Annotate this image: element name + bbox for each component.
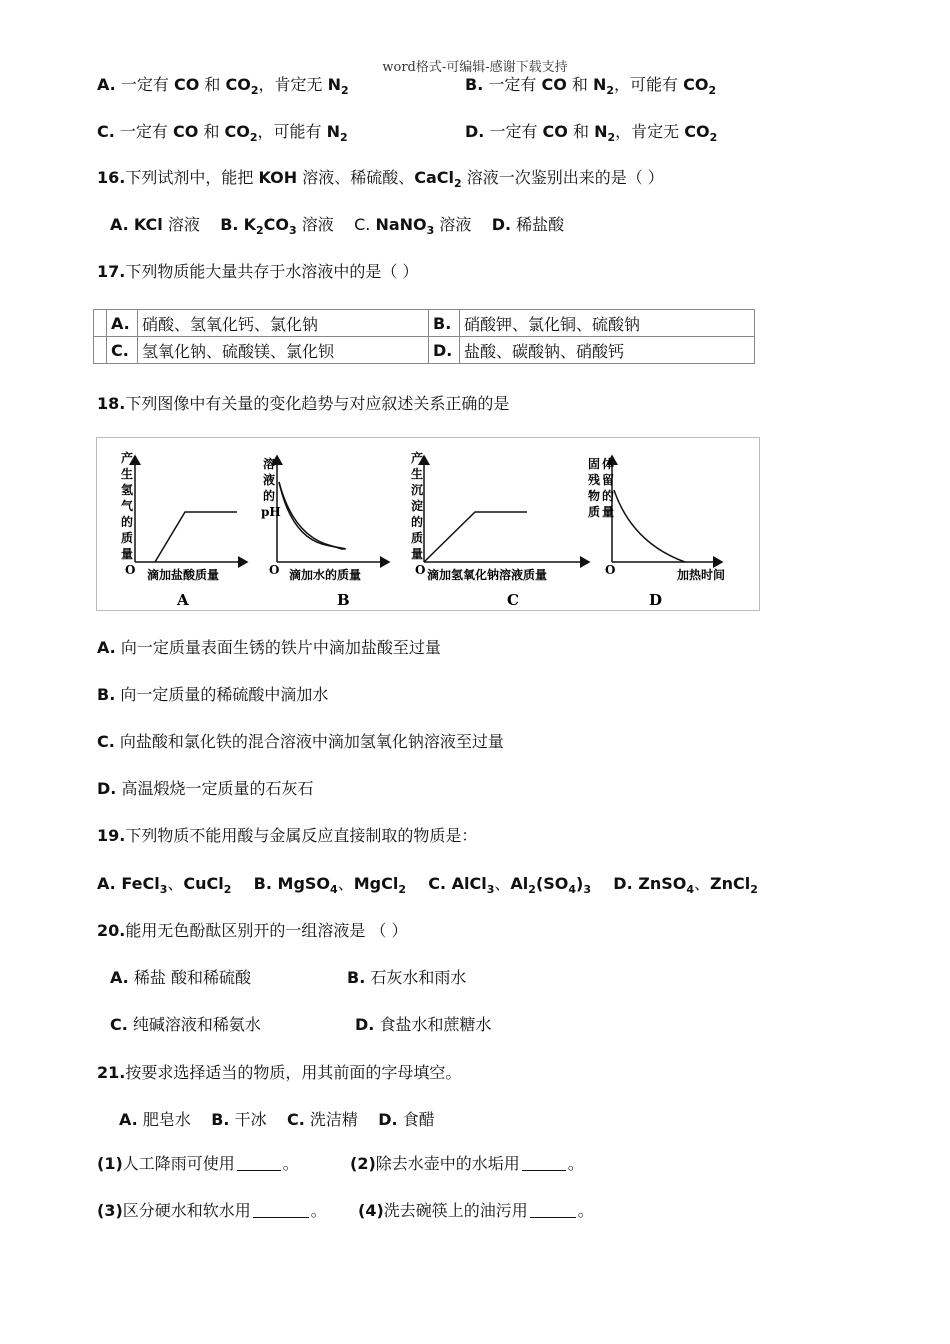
graph-b: [277, 456, 389, 562]
q18-option-b: B. 向一定质量的稀硫酸中滴加水: [97, 685, 329, 704]
graph-c-curve: [424, 512, 527, 562]
q20-option-c: C. 纯碱溶液和稀氨水: [110, 1015, 261, 1034]
q15-option-a: A. 一定有 CO 和 $CO_2$，肯定无 $N_2$: [97, 75, 349, 97]
graph-c-ylabel-char: 的: [411, 515, 424, 529]
graph-c-ylabel-char: 生: [411, 467, 424, 481]
q19-stem: 19.下列物质不能用酸与金属反应直接制取的物质是：: [97, 826, 478, 845]
graph-c-xlabel: 滴加氢氧化钠溶液质量: [427, 568, 548, 582]
graph-d-ylabel-char: 固: [588, 457, 601, 471]
q21-part-4: (4)洗去碗筷上的油污用 。: [358, 1201, 594, 1220]
graph-a-ylabel-char: 气: [121, 499, 134, 513]
graph-a-ylabel-char: 生: [121, 467, 134, 481]
table-row: A. 硝酸、氢氧化钙、氯化钠 B. 硝酸钾、氯化铜、硫酸钠: [94, 310, 755, 337]
graph-d-ylabel-char: 量: [602, 505, 615, 519]
answer-blank-1[interactable]: [237, 1154, 281, 1171]
q20-option-d: D. 食盐水和蔗糖水: [355, 1015, 492, 1034]
q20-option-a: A. 稀盐 酸和稀硫酸: [110, 968, 251, 987]
graph-d-ylabel-char: 残: [588, 473, 601, 487]
q21-part-3: (3)区分硬水和软水用 。: [97, 1201, 327, 1220]
graph-d-letter: D: [649, 591, 663, 609]
graph-a-origin: O: [125, 563, 136, 577]
graph-b-origin: O: [269, 563, 280, 577]
graph-a-letter: A: [177, 591, 189, 609]
graph-c: [424, 456, 589, 562]
graph-d-origin: O: [605, 563, 616, 577]
graph-d-ylabel-char: 体: [602, 457, 615, 471]
q21-stem: 21.按要求选择适当的物质，用其前面的字母填空。: [97, 1063, 462, 1082]
table-row: C. 氢氧化钠、硫酸镁、氯化钡 D. 盐酸、碳酸钠、硝酸钙: [94, 337, 755, 364]
graph-a-ylabel-char: 的: [121, 515, 134, 529]
q17-stem: 17.下列物质能大量共存于水溶液中的是（ ）: [97, 262, 419, 281]
graph-c-letter: C: [507, 591, 519, 609]
graph-a-curve: [155, 512, 237, 562]
graph-b-curve: [279, 482, 345, 549]
graph-c-ylabel-char: 沉: [411, 483, 424, 497]
q15-option-c: C. 一定有 CO 和 $CO_2$，可能有 $N_2$: [97, 122, 348, 144]
q18-option-c: C. 向盐酸和氯化铁的混合溶液中滴加氢氧化钠溶液至过量: [97, 732, 504, 751]
q18-graphs-figure: [96, 437, 760, 611]
answer-blank-2[interactable]: [522, 1154, 566, 1171]
graph-d-ylabel-char: 留: [602, 473, 615, 487]
graph-c-ylabel-char: 淀: [411, 499, 424, 513]
answer-blank-4[interactable]: [530, 1201, 576, 1218]
graph-a-ylabel-char: 氢: [121, 483, 134, 497]
graph-d-xlabel: 加热时间: [677, 568, 726, 582]
q16-stem: 16.下列试剂中，能把 KOH 溶液、稀硫酸、CaCl$_2$ 溶液一次鉴别出来的是（ ）: [97, 168, 664, 190]
q18-stem: 18.下列图像中有关量的变化趋势与对应叙述关系正确的是: [97, 394, 510, 413]
graph-a-xlabel: 滴加盐酸质量: [147, 568, 220, 582]
q18-option-a: A. 向一定质量表面生锈的铁片中滴加盐酸至过量: [97, 638, 441, 657]
q16-options: A. KCl 溶液 B. $K_2CO_3$ 溶液 C. NaNO$_3$ 溶液 D. 稀盐酸: [110, 215, 565, 237]
q19-options: A. FeCl$_3$、CuCl$_2$ B. MgSO$_4$、MgCl$_2$ C. AlCl$_3$、$Al_2(SO_4)_3$ D. ZnSO$_4$、ZnCl$_2$: [97, 874, 758, 896]
q21-part-1: (1)人工降雨可使用 。: [97, 1154, 299, 1173]
q18-option-d: D. 高温煅烧一定质量的石灰石: [97, 779, 314, 798]
q18-graphs-svg: [97, 438, 759, 610]
answer-blank-3[interactable]: [253, 1201, 309, 1218]
q21-part-2: (2)除去水壶中的水垢用 。: [350, 1154, 584, 1173]
graph-b-xlabel: 滴加水的质量: [289, 568, 362, 582]
graph-d-ylabel-char: 质: [588, 505, 601, 519]
graph-d-ylabel-char: 的: [602, 489, 615, 503]
q17-options-table: [93, 309, 755, 364]
graph-a-ylabel-char: 质: [121, 531, 134, 545]
graph-a: [135, 456, 247, 562]
graph-d-curve: [614, 490, 685, 562]
graph-b-ylabel-char: 的: [263, 489, 276, 503]
graph-a-ylabel-char: 产: [121, 451, 134, 465]
graph-d-ylabel-char: 物: [588, 489, 601, 503]
q20-option-b: B. 石灰水和雨水: [347, 968, 467, 987]
graph-b-ylabel-char: pH: [261, 505, 281, 519]
graph-b-ylabel-char: 液: [263, 473, 276, 487]
graph-c-origin: O: [415, 563, 426, 577]
q15-option-d: D. 一定有 CO 和 $N_2$，肯定无 $CO_2$: [465, 122, 718, 144]
page-header: word格式-可编辑-感谢下载支持: [382, 60, 568, 75]
graph-d: [612, 456, 722, 562]
q20-stem: 20.能用无色酚酞区别开的一组溶液是 （ ）: [97, 921, 408, 940]
graph-b-letter: B: [337, 591, 350, 609]
graph-c-ylabel-char: 产: [411, 451, 424, 465]
graph-a-ylabel-char: 量: [121, 547, 134, 561]
graph-b-ylabel-char: 溶: [263, 457, 276, 471]
q21-choices: A. 肥皂水 B. 干冰 C. 洗洁精 D. 食醋: [119, 1110, 435, 1129]
graph-c-ylabel-char: 量: [411, 547, 424, 561]
graph-c-ylabel-char: 质: [411, 531, 424, 545]
q15-option-b: B. 一定有 CO 和 $N_2$，可能有 $CO_2$: [465, 75, 717, 97]
